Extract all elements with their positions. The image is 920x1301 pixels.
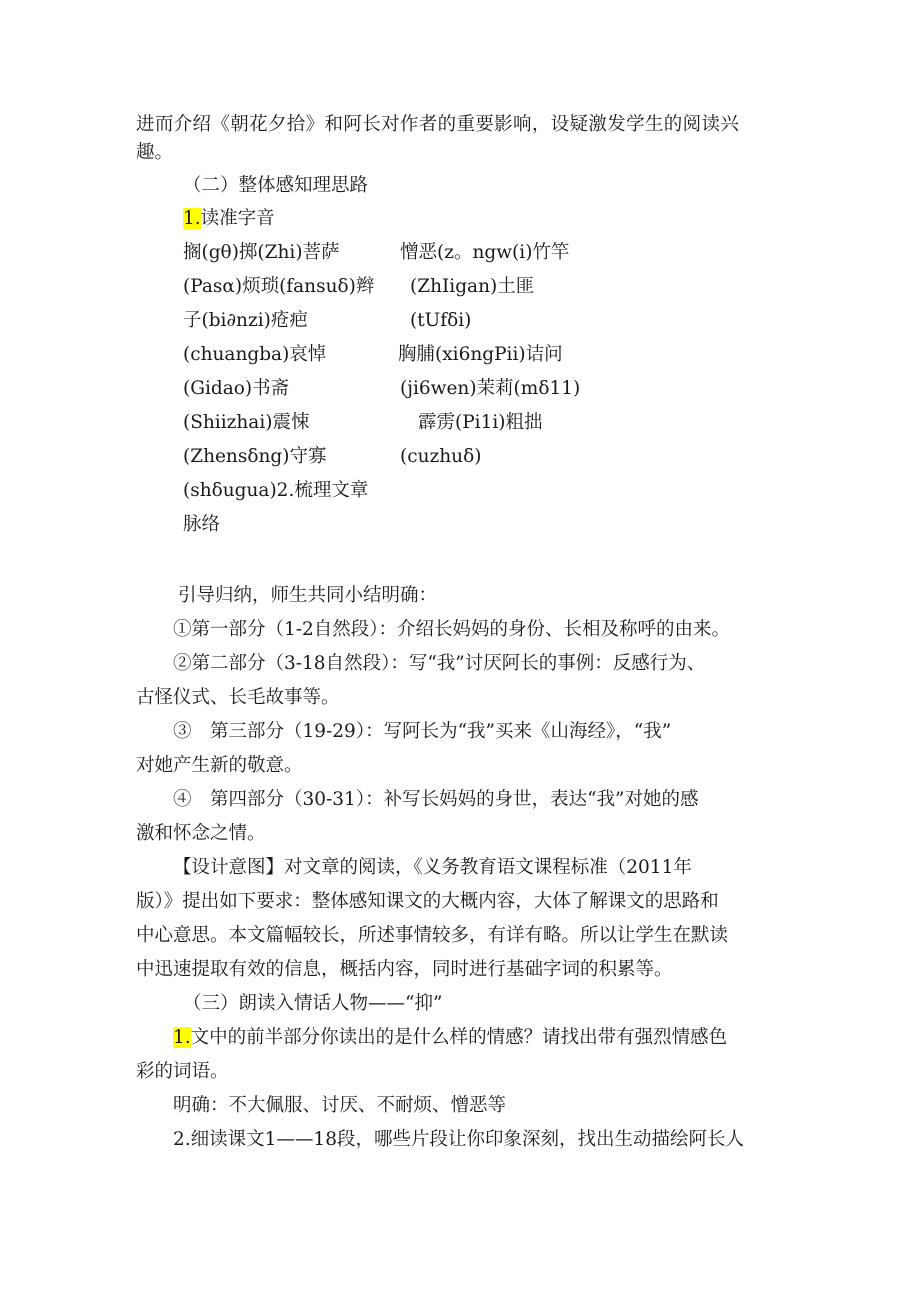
- intro-line-1: 进而介绍《朝花夕拾》和阿长对作者的重要影响，设疑激发学生的阅读兴: [136, 114, 740, 135]
- question-1-line-1: [173, 1025, 727, 1051]
- pronunciation-line: 霹雳(Pi1i)粗拙: [418, 412, 543, 433]
- pronunciation-line: (shδugua)2.梳理文章: [183, 480, 369, 501]
- part-3-line-2: 对她产生新的敬意。: [136, 755, 303, 776]
- question-1-text: 文中的前半部分你读出的是什么样的情感？请找出带有强烈情感色: [190, 1027, 728, 1048]
- section-2-heading: （二）整体感知理思路: [183, 175, 369, 196]
- question-2-line-1: 2.细读课文1——18段，哪些片段让你印象深刻，找出生动描绘阿长人: [173, 1129, 744, 1150]
- item-number-highlight: 1.: [183, 208, 201, 229]
- pronunciation-line: (Zhensδng)守寡: [183, 446, 327, 467]
- design-intent-line-3: 中心意思。本文篇幅较长，所述事情较多，有详有略。所以让学生在默读: [136, 925, 729, 946]
- pronunciation-line: (cuzhuδ): [400, 446, 482, 467]
- item-1-read-pronunciation: [183, 206, 275, 232]
- part-3-line-1: ③ 第三部分（19-29）：写阿长为“我”买来《山海经》，“我”: [173, 721, 672, 742]
- section-3-heading: （三）朗读入情话人物——“抑”: [183, 993, 443, 1014]
- pronunciation-line: (ji6wen)茉莉(mδ11): [400, 378, 581, 399]
- pronunciation-line: 胸脯(xi6ngPii)诘问: [398, 344, 563, 365]
- summary-intro: 引导归纳，师生共同小结明确：: [178, 585, 438, 606]
- pronunciation-line: 搁(gθ)掷(Zhi)菩萨: [183, 242, 340, 263]
- part-4-line-1: ④ 第四部分（30-31）：补写长妈妈的身世，表达“我”对她的感: [173, 789, 699, 810]
- part-2-line-2: 古怪仪式、长毛故事等。: [136, 687, 340, 708]
- part-2-line-1: ②第二部分（3-18自然段）：写“我”讨厌阿长的事例：反感行为、: [173, 653, 706, 674]
- intro-line-2: 趣。: [136, 142, 174, 163]
- design-intent-line-1: 【设计意图】对文章的阅读，《义务教育语文课程标准（2011年: [173, 857, 692, 878]
- item-1-text: 读准字音: [200, 208, 275, 229]
- part-1: ①第一部分（1-2自然段）：介绍长妈妈的身份、长相及称呼的由来。: [173, 619, 731, 640]
- pronunciation-line: 子(bi∂nzi)疮疤: [183, 310, 308, 331]
- question-1-line-2: 彩的词语。: [136, 1061, 229, 1082]
- pronunciation-line: (ZhIigan)土匪: [410, 276, 535, 297]
- pronunciation-line: (Shiizhai)震悚: [183, 412, 310, 433]
- design-intent-line-2: 版）》提出如下要求：整体感知课文的大概内容，大体了解课文的思路和: [136, 891, 719, 912]
- pronunciation-line: (tUfδi): [410, 310, 472, 331]
- pronunciation-line: 脉络: [183, 514, 221, 535]
- answer-1: 明确：不大佩服、讨厌、不耐烦、憎恶等: [173, 1095, 507, 1116]
- pronunciation-line: 憎恶(z。ngw(i)竹竿: [400, 242, 570, 263]
- item-number-highlight: 1.: [173, 1027, 191, 1048]
- part-4-line-2: 激和怀念之情。: [136, 823, 266, 844]
- pronunciation-line: (chuangba)哀悼: [183, 344, 327, 365]
- pronunciation-line: (Pasα)烦琐(fansuδ)辫: [183, 276, 375, 297]
- design-intent-line-4: 中迅速提取有效的信息，概括内容，同时进行基础字词的积累等。: [136, 959, 673, 980]
- pronunciation-line: (Gidao)书斋: [183, 378, 290, 399]
